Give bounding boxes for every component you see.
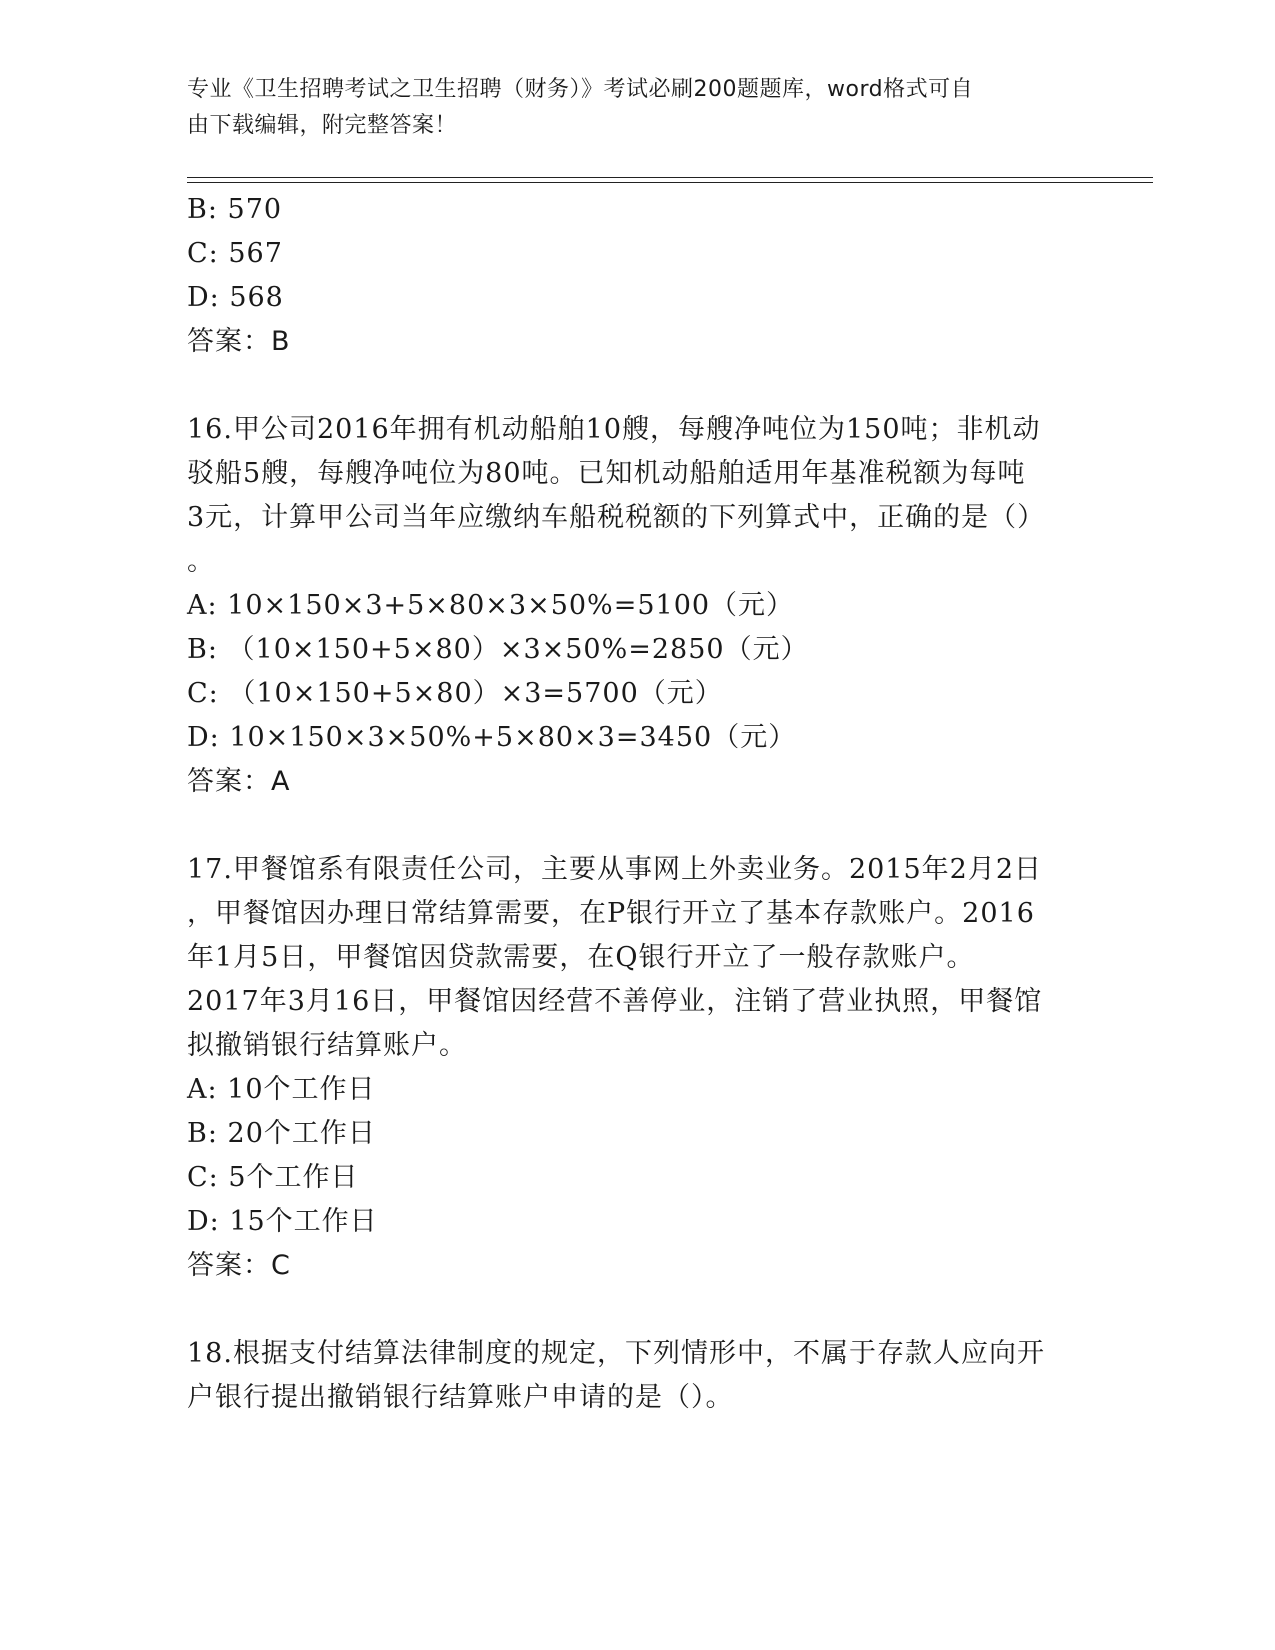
- header-line-1: 专业《卫生招聘考试之卫生招聘（财务）》考试必刷200题题库，word格式可自: [187, 77, 974, 102]
- q16-stem-line-2: 驳船5艘，每艘净吨位为80吨。已知机动船舶适用年基准税额为每吨: [187, 458, 1026, 489]
- header-divider-top: [187, 177, 1153, 178]
- q16-option-c: C: （10×150+5×80）×3=5700（元）: [187, 678, 723, 709]
- q17-stem-line-5: 拟撤销银行结算账户。: [187, 1030, 467, 1061]
- page-header: [187, 72, 1067, 144]
- q17-answer: 答案：C: [187, 1250, 291, 1281]
- q17-option-c: C: 5个工作日: [187, 1162, 359, 1193]
- q17-stem-line-4: 2017年3月16日，甲餐馆因经营不善停业，注销了营业执照，甲餐馆: [187, 986, 1043, 1017]
- q17-option-b: B: 20个工作日: [187, 1118, 376, 1149]
- header-line-2: 由下载编辑，附完整答案！: [187, 113, 458, 138]
- q16-stem-line-3: 3元，计算甲公司当年应缴纳车船税税额的下列算式中，正确的是（）: [187, 502, 1046, 533]
- q16-option-b: B: （10×150+5×80）×3×50%=2850（元）: [187, 634, 809, 665]
- q17-option-a: A: 10个工作日: [187, 1074, 376, 1105]
- q16-option-a: A: 10×150×3+5×80×3×50%=5100（元）: [187, 590, 795, 621]
- q16-stem-line-1: 16.甲公司2016年拥有机动船舶10艘，每艘净吨位为150吨；非机动: [187, 414, 1041, 445]
- q15-answer: 答案：B: [187, 326, 291, 357]
- q15-option-b: B: 570: [187, 194, 283, 225]
- q18-stem-line-2: 户银行提出撤销银行结算账户申请的是（）。: [187, 1382, 734, 1413]
- q16-answer: 答案：A: [187, 766, 291, 797]
- q18-stem-line-1: 18.根据支付结算法律制度的规定，下列情形中，不属于存款人应向开: [187, 1338, 1045, 1369]
- header-divider-bottom: [187, 182, 1153, 183]
- q17-stem-line-3: 年1月5日，甲餐馆因贷款需要，在Q银行开立了一般存款账户。: [187, 942, 975, 973]
- q15-option-d: D: 568: [187, 282, 284, 313]
- q16-option-d: D: 10×150×3×50%+5×80×3=3450（元）: [187, 722, 797, 753]
- q16-stem-line-4: 。: [187, 546, 215, 577]
- q15-option-c: C: 567: [187, 238, 283, 269]
- q17-stem-line-2: ，甲餐馆因办理日常结算需要，在P银行开立了基本存款账户。2016: [187, 898, 1035, 929]
- q17-option-d: D: 15个工作日: [187, 1206, 378, 1237]
- q17-stem-line-1: 17.甲餐馆系有限责任公司，主要从事网上外卖业务。2015年2月2日: [187, 854, 1043, 885]
